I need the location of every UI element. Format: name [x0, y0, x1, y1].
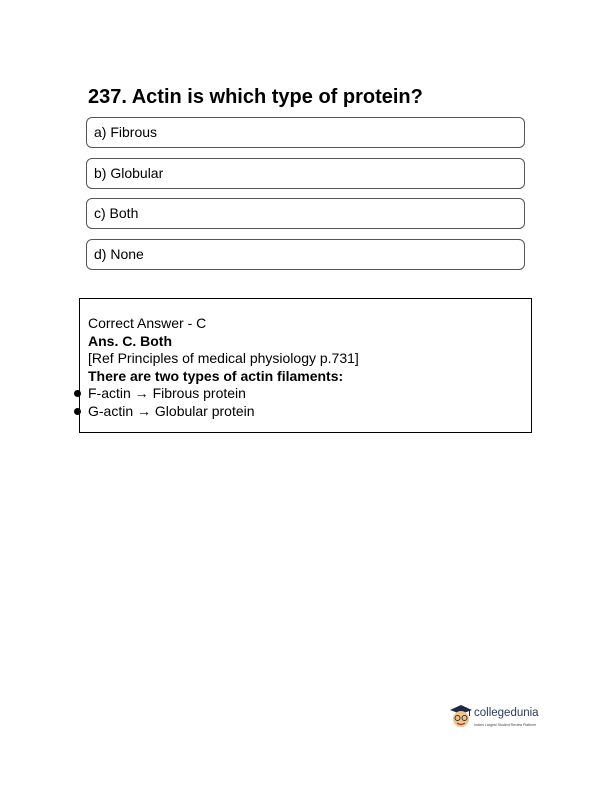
answer-explanation-box	[79, 298, 532, 433]
option-d[interactable]: d) None	[86, 239, 525, 270]
bullet-text: G-actin → Globular protein	[88, 402, 255, 419]
logo-name: collegedunia	[474, 707, 539, 719]
question-title: 237. Actin is which type of protein?	[88, 86, 423, 108]
logo-tagline: India's Largest Student Review Platform	[474, 723, 537, 727]
option-b[interactable]: b) Globular	[86, 158, 525, 189]
bullet-item	[88, 403, 531, 421]
bullet-item	[88, 385, 531, 403]
reference-line: [Ref Principles of medical physiology p.731]	[88, 350, 359, 366]
bullet-icon	[74, 408, 81, 415]
option-c[interactable]: c) Both	[86, 198, 525, 229]
answer-statement: Ans. C. Both	[88, 332, 172, 349]
bullet-text: F-actin → Fibrous protein	[88, 385, 246, 401]
mascot-graduate-icon	[449, 704, 473, 730]
option-a[interactable]: a) Fibrous	[86, 117, 525, 148]
collegedunia-logo	[449, 704, 549, 734]
explanation-heading: There are two types of actin filaments:	[88, 367, 344, 384]
correct-answer-line: Correct Answer - C	[88, 315, 207, 331]
bullet-icon	[74, 390, 81, 397]
